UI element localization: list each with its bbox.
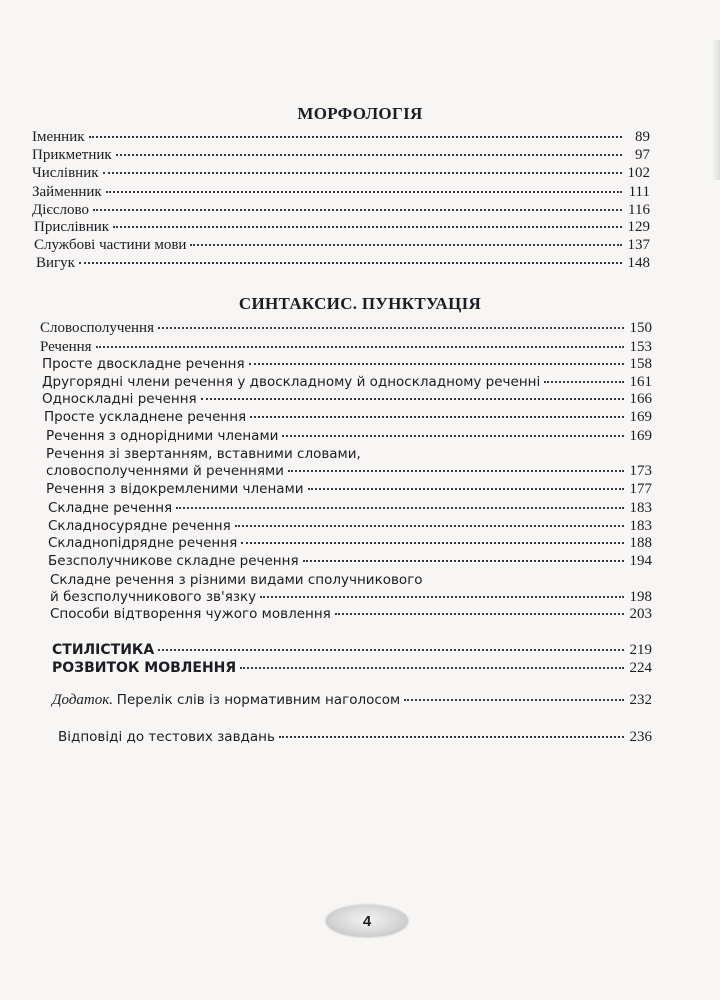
leader-dots [113,226,622,228]
leader-dots [404,699,624,701]
appendix-lead: Додаток. [52,692,114,708]
leader-dots [279,736,624,738]
toc-entry-page: 137 [627,237,650,253]
leader-dots [201,398,624,400]
section-title-morphology: МОРФОЛОГІЯ [297,104,423,123]
toc-entry-answers[interactable] [58,729,652,746]
toc-entry[interactable] [48,518,652,535]
toc-entry-label-line1: Складне речення з різними видами сполучникового [50,572,423,588]
toc-entry[interactable] [46,463,652,480]
toc-entry-page: 150 [629,320,652,336]
toc-entry[interactable] [32,147,650,164]
toc-entry-page: 129 [627,219,650,235]
toc-entry-label: Речення [40,339,92,355]
toc-entry-page: 89 [635,129,650,145]
leader-dots [176,507,624,509]
leader-dots [260,596,624,598]
toc-entry-page: 111 [628,184,650,200]
toc-entry-page: 198 [629,589,652,605]
toc-entry[interactable] [40,320,652,337]
page-number-badge [326,905,408,937]
toc-entry-page: 219 [629,642,652,658]
leader-dots [103,172,622,174]
toc-entry-page: 148 [627,255,650,271]
toc-entry-label: Іменник [32,129,85,145]
toc-entry-label: Складносурядне речення [48,518,231,534]
toc-entry[interactable] [32,184,650,201]
toc-entry-page: 158 [629,356,652,372]
toc-entry[interactable] [40,339,652,356]
toc-entry-page: 203 [629,606,652,622]
toc-entry-label: Дієслово [32,202,89,218]
toc-entry[interactable] [48,535,652,552]
toc-entry[interactable] [42,391,652,408]
leader-dots [249,363,624,365]
toc-entry[interactable] [42,374,652,391]
toc-entry-stylistics[interactable] [52,642,652,659]
toc-entry[interactable] [34,219,650,236]
toc-entry-page: 97 [635,147,650,163]
toc-entry[interactable] [46,428,652,445]
toc-entry-label: Числівник [32,165,99,181]
leader-dots [106,191,622,193]
toc-entry[interactable] [48,500,652,517]
leader-dots [544,381,624,383]
toc-entry-label: Відповіді до тестових завдань [58,729,275,745]
appendix-title: Перелік слів із нормативним наголосом [116,692,401,708]
toc-entry-appendix[interactable] [52,692,652,709]
toc-entry-page: 166 [629,391,652,407]
toc-entry-label: Прислівник [34,219,110,235]
toc-entry-page: 188 [629,535,652,551]
leader-dots [288,470,624,472]
toc-entry-label: Складнопідрядне речення [48,535,238,551]
toc-entry-page: 183 [629,500,652,516]
toc-entry-label: Безсполучникове складне речення [48,553,299,569]
leader-dots [241,542,624,544]
toc-entry-label: Службові частини мови [34,237,187,253]
toc-entry-label: Речення з однорідними членами [46,428,279,444]
toc-entry-label: Просте ускладнене речення [44,409,247,425]
leader-dots [79,262,622,264]
leader-dots [93,209,622,211]
toc-entry[interactable] [46,481,652,498]
toc-entry[interactable] [32,165,650,182]
leader-dots [335,613,624,615]
leader-dots [96,346,624,348]
toc-entry-page: 116 [628,202,650,218]
toc-entry-label: РОЗВИТОК МОВЛЕННЯ [52,660,237,676]
toc-entry-page: 161 [629,374,652,390]
leader-dots [158,649,624,651]
leader-dots [282,435,624,437]
leader-dots [303,560,624,562]
toc-entry-label: словосполученнями й реченнями [46,463,284,479]
toc-entry[interactable] [50,606,652,623]
toc-entry-page: 224 [629,660,652,676]
toc-entry[interactable] [48,553,652,570]
leader-dots [308,488,624,490]
toc-entry-page: 236 [629,729,652,745]
toc-entry[interactable] [34,237,650,254]
page-number: 4 [362,912,372,930]
leader-dots [190,244,622,246]
toc-entry-label: Вигук [36,255,75,271]
toc-entry-page: 102 [627,165,650,181]
toc-entry-label [52,692,400,709]
toc-entry-label: Складне речення [48,500,173,516]
toc-entry-label: Речення з відокремленими членами [46,481,304,497]
toc-entry-label: Просте двоскладне речення [42,356,245,372]
toc-entry-label: СТИЛІСТИКА [52,642,155,658]
toc-entry-speech-development[interactable] [52,660,652,677]
toc-entry-label: Займенник [32,184,102,200]
toc-entry[interactable] [32,129,650,146]
toc-entry-label: Односкладні речення [42,391,197,407]
toc-entry-label: Другорядні члени речення у двоскладному й односкладному реченні [42,374,541,390]
leader-dots [158,327,624,329]
toc-entry-label: Способи відтворення чужого мовлення [50,606,331,622]
toc-entry[interactable] [36,255,650,272]
toc-entry-page: 194 [629,553,652,569]
toc-entry-label: Прикметник [32,147,112,163]
toc-entry-page: 177 [629,481,652,497]
toc-entry-page: 169 [629,409,652,425]
leader-dots [89,136,622,138]
leader-dots [235,525,624,527]
toc-entry-page: 183 [629,518,652,534]
toc-entry-label: Словосполучення [40,320,154,336]
toc-entry-label-line1: Речення зі звертанням, вставними словами, [46,446,361,462]
toc-entry-page: 232 [629,692,652,708]
section-title-syntax: СИНТАКСИС. ПУНКТУАЦІЯ [238,294,482,313]
toc-entry-page: 173 [629,463,652,479]
toc-entry-label: й безсполучникового зв'язку [50,589,257,605]
toc-entry[interactable] [42,356,652,373]
toc-entry[interactable] [44,409,652,426]
leader-dots [116,154,622,156]
leader-dots [250,416,624,418]
toc-entry-page: 169 [629,428,652,444]
toc-entry[interactable] [32,202,650,219]
toc-entry[interactable] [50,589,652,606]
leader-dots [240,667,624,669]
toc-entry-page: 153 [629,339,652,355]
